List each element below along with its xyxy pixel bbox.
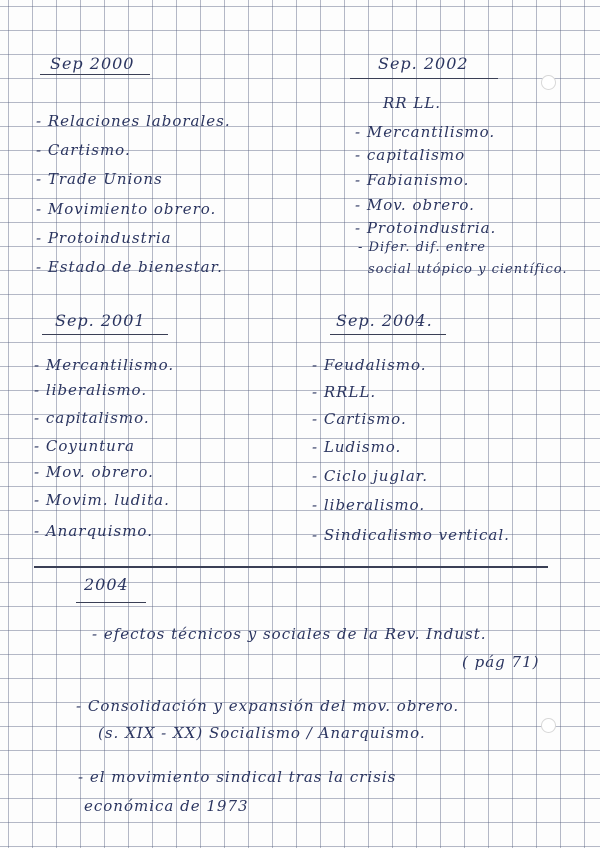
list-item: - RRLL. bbox=[312, 383, 377, 401]
title-underline bbox=[42, 334, 168, 335]
list-item: - capitalismo bbox=[355, 146, 466, 164]
section-title: Sep. 2002 bbox=[378, 54, 469, 73]
section-divider bbox=[34, 566, 548, 568]
title-underline bbox=[350, 78, 498, 79]
title-underline bbox=[40, 74, 150, 75]
list-item: - Mov. obrero. bbox=[355, 196, 475, 214]
list-item: - Feudalismo. bbox=[312, 356, 427, 374]
punch-hole-top bbox=[541, 75, 556, 90]
note-line: (s. XIX - XX) Socialismo / Anarquismo. bbox=[98, 724, 426, 742]
list-item: RR LL. bbox=[383, 94, 442, 112]
list-item: - Anarquismo. bbox=[34, 522, 153, 540]
list-item: - Movim. ludita. bbox=[34, 491, 170, 509]
extra-line: social utópico y científico. bbox=[368, 262, 568, 277]
list-item: - Fabianismo. bbox=[355, 171, 470, 189]
punch-hole-bottom bbox=[541, 718, 556, 733]
title-underline bbox=[330, 334, 446, 335]
section-title: Sep 2000 bbox=[50, 54, 135, 73]
note-line: - Consolidación y expansión del mov. obrero. bbox=[76, 697, 460, 715]
extra-line: - Difer. dif. entre bbox=[358, 240, 486, 255]
list-item: - capitalismo. bbox=[34, 409, 150, 427]
list-item: - Cartismo. bbox=[36, 141, 131, 159]
note-line: - el movimiento sindical tras la crisis bbox=[78, 768, 397, 786]
list-item: - Mercantilismo. bbox=[34, 356, 175, 374]
list-item: - liberalismo. bbox=[312, 496, 426, 514]
list-item: - Estado de bienestar. bbox=[36, 258, 223, 276]
list-item: - Coyuntura bbox=[34, 437, 135, 455]
list-item: - Movimiento obrero. bbox=[36, 200, 217, 218]
list-item: - Relaciones laborales. bbox=[36, 112, 231, 130]
list-item: - Trade Unions bbox=[36, 170, 163, 188]
list-item: - Protoindustria. bbox=[355, 219, 497, 237]
note-line: económica de 1973 bbox=[84, 797, 249, 815]
section-title: Sep. 2004. bbox=[336, 311, 433, 330]
list-item: - Mercantilismo. bbox=[355, 123, 496, 141]
note-line: ( pág 71) bbox=[462, 653, 540, 671]
list-item: - Cartismo. bbox=[312, 410, 407, 428]
section-title: Sep. 2001 bbox=[55, 311, 146, 330]
list-item: - Ludismo. bbox=[312, 438, 402, 456]
year-underline bbox=[76, 602, 146, 603]
list-item: - Sindicalismo vertical. bbox=[312, 526, 510, 544]
note-line: - efectos técnicos y sociales de la Rev. Indust. bbox=[92, 625, 487, 643]
list-item: - liberalismo. bbox=[34, 381, 148, 399]
list-item: - Mov. obrero. bbox=[34, 463, 154, 481]
notes-year: 2004 bbox=[84, 575, 129, 594]
list-item: - Protoindustria bbox=[36, 229, 172, 247]
list-item: - Ciclo juglar. bbox=[312, 467, 429, 485]
